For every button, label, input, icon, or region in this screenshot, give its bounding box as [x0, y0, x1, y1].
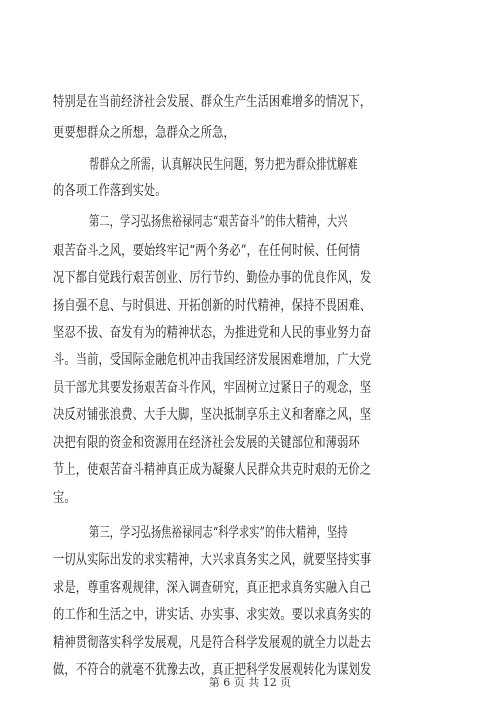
text-line: 帮群众之所需，认真解决民生问题，努力把为群众排忧解难 [89, 157, 358, 173]
text-line: 做，不符合的就毫不犹豫去改，真正把科学发展观转化为谋划发 [53, 662, 372, 678]
text-line: 宝。 [53, 490, 76, 506]
text-line: 更要想群众之所想，急群众之所急， [53, 125, 235, 141]
text-line: 求是，尊重客观规律，深入调查研究，真正把求真务实融入自己 [53, 580, 372, 596]
text-line: 决把有限的资金和资源用在经济社会发展的关键部位和薄弱环 [53, 435, 360, 451]
text-line: 一切从实际出发的求实精神，大兴求真务实之风，就要坚持实事 [53, 552, 372, 568]
text-line: 扬自强不息、与时俱进、开拓创新的时代精神，保持不畏困难、 [53, 298, 372, 314]
page-number-footer: 第 6 页 共 12 页 [208, 676, 292, 689]
text-line: 况下都自觉践行艰苦创业、厉行节约、勤俭办事的优良作风，发 [53, 270, 372, 286]
text-line: 的各项工作落到实处。 [53, 183, 167, 199]
text-line: 特别是在当前经济社会发展、群众生产生活困难增多的情况下， [53, 94, 372, 110]
text-line: 斗。当前，受国际金融危机冲击我国经济发展困难增加，广大党 [53, 352, 372, 368]
text-line: 的工作和生活之中，讲实话、办实事、求实效。要以求真务实的 [53, 607, 372, 623]
text-line: 精神贯彻落实科学发展观，凡是符合科学发展观的就全力以赴去 [53, 635, 372, 651]
text-line: 第三，学习弘扬焦裕禄同志“科学求实”的伟大精神，坚持 [89, 525, 348, 541]
text-line: 决反对铺张浪费、大手大脚，坚决抵制享乐主义和奢靡之风，坚 [53, 407, 372, 423]
text-line: 坚忍不拔、奋发有为的精神状态，为推进党和人民的事业努力奋 [53, 325, 372, 341]
text-line: 节上，使艰苦奋斗精神真正成为凝聚人民群众共克时艰的无价之 [53, 462, 372, 478]
text-line: 艰苦奋斗之风，要始终牢记“两个务必”，在任何时候、任何情 [53, 243, 361, 259]
text-line: 员干部尤其要发扬艰苦奋斗作风，牢固树立过紧日子的观念，坚 [53, 380, 372, 396]
text-line: 第二，学习弘扬焦裕禄同志“艰苦奋斗”的伟大精神，大兴 [89, 214, 348, 230]
